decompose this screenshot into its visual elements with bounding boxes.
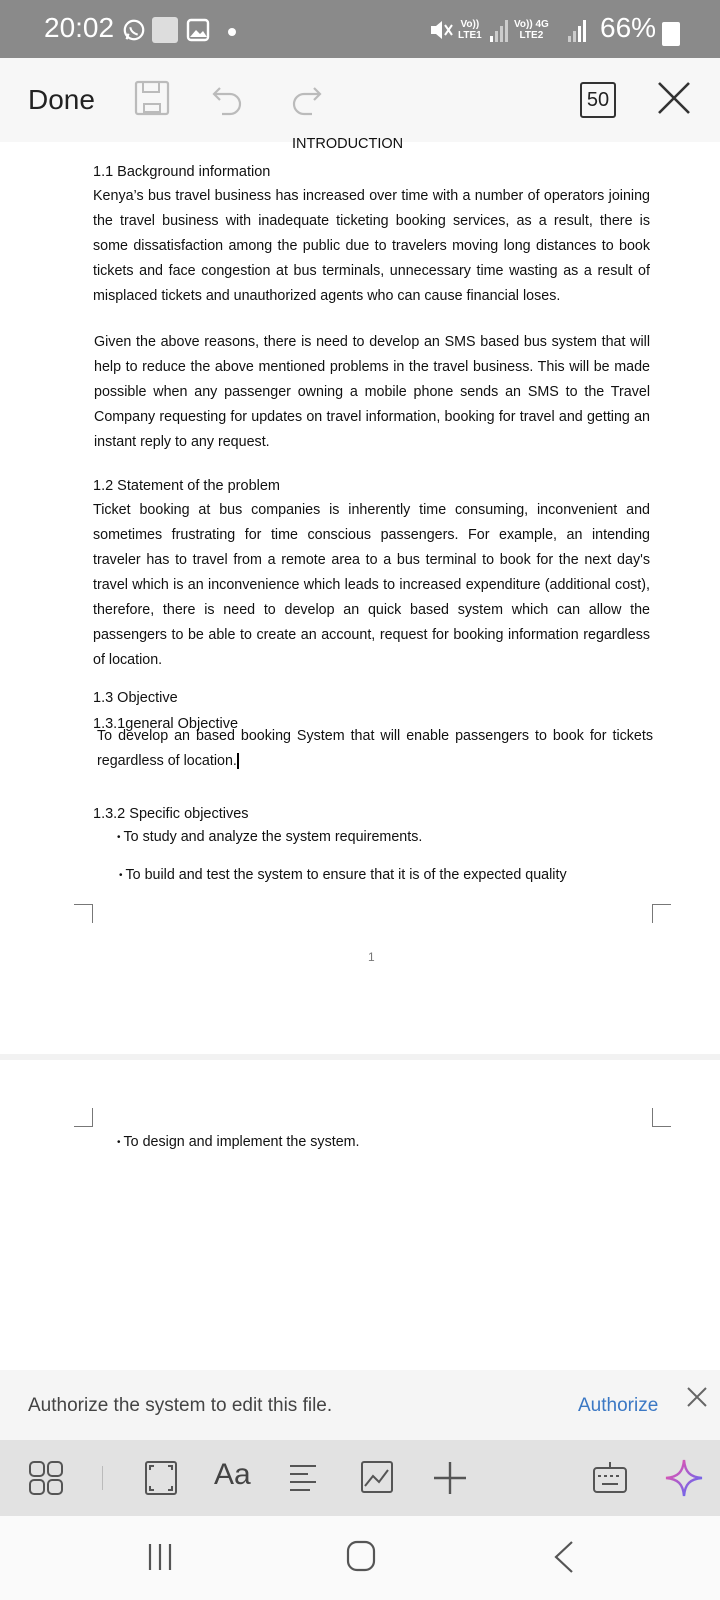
page-number: 1 xyxy=(368,950,375,964)
signal-icon xyxy=(490,20,508,42)
margin-corner-bottom-right xyxy=(652,1108,671,1127)
authorize-bar xyxy=(0,1370,720,1440)
paragraph-background-2: Given the above reasons, there is need to develop an SMS based bus system that will help to reduce the above mentioned problems in the travel business. This will be made possible when any passenger owning a mobile phone sends an SMS to the Travel Company requesting for updates on travel information, booking for travel and getting an instant reply to any request. xyxy=(94,334,650,450)
keyboard-icon[interactable] xyxy=(592,1460,628,1496)
page-title: INTRODUCTION xyxy=(292,136,404,152)
save-icon[interactable] xyxy=(134,80,170,116)
sim1-top: Vo)) xyxy=(460,19,480,30)
editor-toolbar xyxy=(0,58,720,143)
close-icon[interactable] xyxy=(656,80,692,116)
bullet-item-2: • To build and test the system to ensure that it is of the expected quality xyxy=(119,867,567,883)
sim2-top: Vo)) 4G xyxy=(514,19,549,30)
dismiss-icon[interactable] xyxy=(686,1386,708,1408)
heading-problem: 1.2 Statement of the problem xyxy=(93,478,280,494)
authorize-button[interactable]: Authorize xyxy=(578,1395,659,1416)
status-time: 20:02 xyxy=(44,12,115,43)
toolbar-divider xyxy=(102,1466,103,1490)
heading-specific-objectives: 1.3.2 Specific objectives xyxy=(93,806,249,822)
paragraph-general-objective[interactable]: To develop an based booking System that will enable passengers to book for tickets regardless of location. xyxy=(97,728,653,769)
fullscreen-icon[interactable] xyxy=(144,1460,178,1496)
sim2-bottom: LTE2 xyxy=(519,30,544,41)
margin-corner-bottom-left xyxy=(74,1108,93,1127)
back-icon[interactable] xyxy=(552,1540,576,1574)
image-icon[interactable] xyxy=(360,1460,394,1494)
margin-corner-top-left xyxy=(74,904,93,923)
text-cursor xyxy=(237,753,239,769)
layout-icon[interactable] xyxy=(28,1460,64,1496)
battery-percent: 66% xyxy=(600,12,657,43)
dot-icon xyxy=(228,28,236,36)
whatsapp-icon xyxy=(122,18,146,42)
document-page-1[interactable] xyxy=(0,136,720,1054)
home-icon[interactable] xyxy=(346,1540,376,1572)
heading-background: 1.1 Background information xyxy=(93,164,271,180)
done-button[interactable]: Done xyxy=(28,84,95,115)
heading-objective: 1.3 Objective xyxy=(93,690,178,706)
undo-icon[interactable] xyxy=(210,82,246,116)
font-icon[interactable]: Aa xyxy=(214,1458,251,1491)
bottom-toolbar xyxy=(0,1440,720,1516)
margin-corner-top-right xyxy=(652,904,671,923)
battery-icon xyxy=(662,22,680,46)
gallery-icon xyxy=(186,18,210,42)
bullet-item-3: • To design and implement the system. xyxy=(117,1134,360,1150)
redo-icon[interactable] xyxy=(288,82,324,116)
authorize-message: Authorize the system to edit this file. xyxy=(28,1395,333,1416)
bullet-item-1: • To study and analyze the system requirements. xyxy=(117,829,422,845)
ai-sparkle-icon[interactable] xyxy=(664,1458,704,1498)
sim1-bottom: LTE1 xyxy=(458,30,482,41)
page-count-button[interactable]: 50 xyxy=(580,82,616,118)
add-icon[interactable] xyxy=(432,1460,468,1496)
recents-icon[interactable] xyxy=(146,1542,174,1572)
paragraph-background-1: Kenya’s bus travel business has increased over time with a number of operators joining the travel business with inadequate ticketing booking services, as a result, there is some dissatisfaction among the public due to travelers moving long distances to book tickets and face congestion at bus terminals, unnecessary time wasting as a result of misplaced tickets and unauthorized agents who can cause financial loses. xyxy=(93,188,650,304)
mute-icon xyxy=(428,18,454,42)
heading-general-objective: 1.3.1general Objective xyxy=(93,716,239,732)
align-icon[interactable] xyxy=(288,1462,320,1494)
status-bar xyxy=(0,0,720,58)
document-page-2[interactable] xyxy=(0,1060,720,1370)
paragraph-problem: Ticket booking at bus companies is inherently time consuming, inconvenient and sometimes frustrating for time conscious passengers. For example, an intending traveler has to travel from a remote area to a bus terminal to book for the next day's travel which is an inconvenience which leads to increased expenditure (additional cost), therefore, there is need to develop an quick based system which can allow the passengers to be able to create an account, request for booking information regardless of location. xyxy=(93,502,650,668)
bible-app-icon xyxy=(152,17,178,43)
signal-icon-2 xyxy=(568,20,586,42)
system-nav-bar xyxy=(0,1516,720,1600)
